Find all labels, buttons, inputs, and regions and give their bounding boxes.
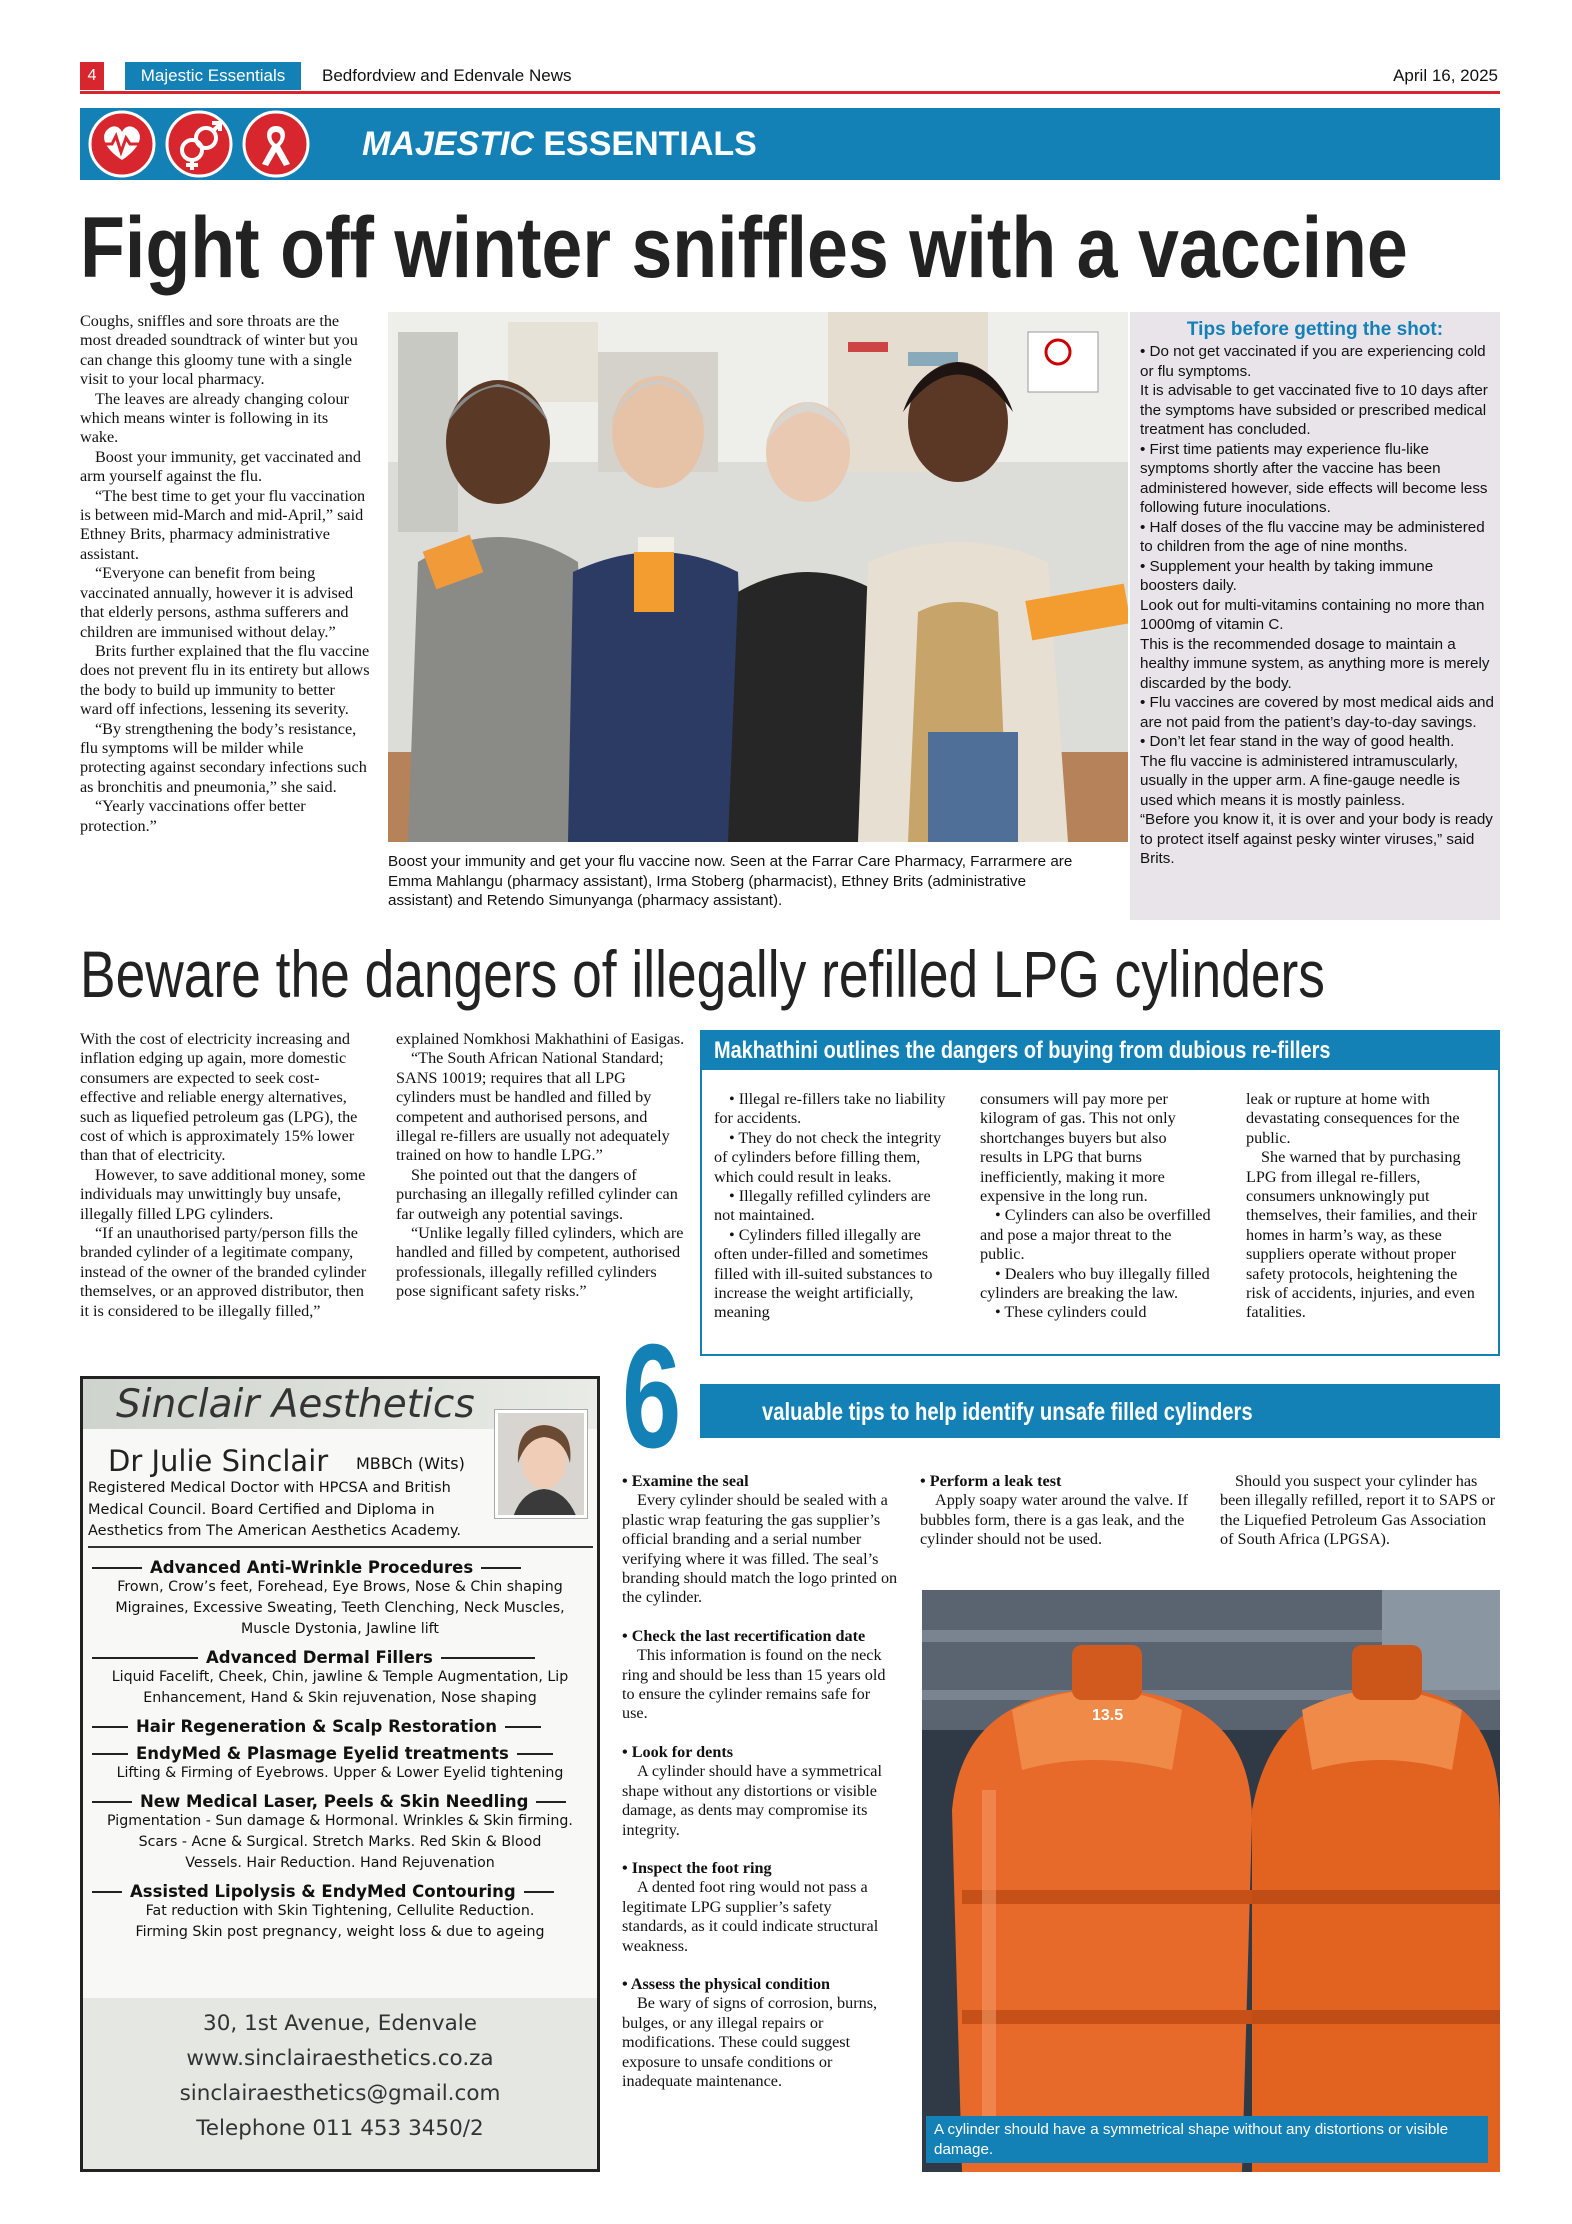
tip-line: • First time patients may experience flu-like symptoms shortly after the vaccine has been administered however, side effects will become less following future inoculations. <box>1140 440 1488 516</box>
tip-line: It is advisable to get vaccinated five to 10 days after the symptoms have subsided or prescribed medical treatment has concluded. <box>1140 382 1488 438</box>
tip-line: • Don’t let fear stand in the way of good health. <box>1140 733 1455 750</box>
danger-item: • Cylinders can also be overfilled and pose a major threat to the public. <box>980 1206 1211 1264</box>
ad-service-line: Liquid Facelift, Cheek, Chin, jawline & Temple Augmentation, Lip <box>111 1669 569 1685</box>
ad-website-link[interactable]: www.sinclairaesthetics.co.za <box>186 2046 494 2071</box>
banner-title-italic: MAJESTIC <box>362 125 534 163</box>
article2-column-1 <box>80 1030 370 1321</box>
tips-box-title: Tips before getting the shot: <box>1186 319 1444 340</box>
ad-service-line: Fat reduction with Skin Tightening, Cellulite Reduction. <box>145 1903 535 1919</box>
article1-para: Coughs, sniffles and sore throats are the most dreaded soundtrack of winter but you can change this gloomy tune with a single visit to your local pharmacy. <box>80 312 358 389</box>
tip-body: This information is found on the neck ring and should be less than 15 years old to ensure the cylinder remains safe for use. <box>622 1646 886 1723</box>
dangers-box-title: Makhathini outlines the dangers of buying from dubious re-fillers <box>714 1037 1331 1064</box>
tip-body: Apply soapy water around the valve. If bubbles form, there is a gas leak, and the cylinder should not be used. <box>920 1491 1189 1549</box>
tip-item <box>622 1743 898 1840</box>
article1-para: “Yearly vaccinations offer better protection.” <box>80 797 306 835</box>
ad-service <box>92 1792 588 1874</box>
article2-para: explained Nomkhosi Makhathini of Easigas. <box>396 1030 685 1048</box>
tip-heading: • Check the last recertification date <box>622 1626 866 1645</box>
banner-title-rest: ESSENTIALS <box>543 125 757 163</box>
tip-item <box>622 1472 898 1608</box>
pharmacy-photo <box>388 312 1128 842</box>
tip-line: • Half doses of the flu vaccine may be administered to children from the age of nine months. <box>1140 518 1485 555</box>
article1-para: “The best time to get your flu vaccination is between mid-March and mid-April,” said Ethney Brits, pharmacy administrative assistant. <box>80 486 366 563</box>
ad-service-heading: Hair Regeneration & Scalp Restoration <box>92 1717 588 1736</box>
ribbon-icon <box>244 112 308 176</box>
ad-service-line: Lifting & Firming of Eyebrows. Upper & Lower Eyelid tightening <box>116 1765 564 1781</box>
ad-credential-line: Registered Medical Doctor with HPCSA and British <box>88 1480 451 1496</box>
ad-service-heading: EndyMed & Plasmage Eyelid treatments <box>92 1744 588 1763</box>
banner-title <box>362 124 757 164</box>
pharmacy-photo-caption: Boost your immunity and get your flu vaccine now. Seen at the Farrar Care Pharmacy, Farrarmere are Emma Mahlangu (pharmacy assistant), Irma Stoberg (pharmacist), Ethney Brits (administrative assistant) and Retendo Simunyanga (pharmacy assistant). <box>388 853 1073 910</box>
ad-credentials <box>88 1478 488 1543</box>
ad-service-line: Enhancement, Hand & Skin rejuvenation, Nose shaping <box>143 1690 537 1706</box>
tips-section-title: valuable tips to help identify unsafe filled cylinders <box>762 1398 1253 1426</box>
ad-service-line: Firming Skin post pregnancy, weight loss & due to ageing <box>135 1924 545 1940</box>
article2-para: “If an unauthorised party/person fills the branded cylinder of a legitimate company, instead of the owner of the branded cylinder themselves, or an approved distributor, then it is considered to be illegally filled,” <box>80 1224 367 1320</box>
article1-para: Brits further explained that the flu vaccine does not prevent flu in its entirety but allows the body to build up immunity to better ward off infections, lessening its severity. <box>80 641 370 719</box>
heartbeat-icon <box>90 112 154 176</box>
gender-icon <box>167 112 231 176</box>
danger-item: She warned that by purchasing LPG from illegal re-fillers, consumers unknowingly put themselves, their families, and their homes in harm’s way, as these suppliers operate without proper safety protocols, heightening the risk of accidents, injuries, and even fatalities. <box>1246 1148 1478 1322</box>
dangers-box-column-3 <box>1246 1090 1482 1323</box>
article1-para: Boost your immunity, get vaccinated and arm yourself against the flu. <box>80 447 361 486</box>
ad-service <box>92 1882 588 1943</box>
danger-item: • Cylinders filled illegally are often under-filled and sometimes filled with ill-suited substances to increase the weight artificially, meaning <box>714 1225 933 1322</box>
article1-para: The leaves are already changing colour which means winter is following in its wake. <box>80 389 349 447</box>
cylinder-label: 13.5 <box>1092 1707 1124 1724</box>
tip-heading: • Inspect the foot ring <box>622 1858 772 1877</box>
tip-heading: • Examine the seal <box>622 1472 749 1490</box>
tip-line: This is the recommended dosage to maintain a healthy immune system, as anything more is merely discarded by the body. <box>1140 635 1490 692</box>
tip-body: A cylinder should have a symmetrical shape without any distortions or visible damage, as dents may compromise its integrity. <box>622 1762 882 1839</box>
tips-closing <box>1220 1472 1496 1550</box>
ad-service-line: Migraines, Excessive Sweating, Teeth Clenching, Neck Muscles, <box>115 1600 565 1616</box>
article1-headline: Fight off winter sniffles with a vaccine <box>80 200 1408 296</box>
section-tag: Majestic Essentials <box>125 62 301 90</box>
tip-item <box>622 1859 898 1956</box>
tip-line: • Do not get vaccinated if you are experiencing cold or flu symptoms. <box>1140 343 1486 380</box>
tip-heading: • Perform a leak test <box>920 1472 1062 1490</box>
ad-phone: Telephone 011 453 3450/2 <box>196 2116 484 2141</box>
tips-column-2 <box>920 1472 1192 1550</box>
ad-service-line: Vessels. Hair Reduction. Hand Rejuvenation <box>185 1855 495 1871</box>
article2-para: However, to save additional money, some individuals may unwittingly buy unsafe, illegally filled LPG cylinders. <box>80 1165 366 1223</box>
article2-para: She pointed out that the dangers of purchasing an illegally refilled cylinder can far outweigh any potential savings. <box>396 1165 678 1223</box>
issue-date: April 16, 2025 <box>1393 66 1498 85</box>
tip-body: A dented foot ring would not pass a legitimate LPG supplier’s safety standards, as it could indicate structural weakness. <box>622 1878 879 1955</box>
tip-line: “Before you know it, it is over and your body is ready to protect itself against pesky winter viruses,” said Brits. <box>1140 811 1493 867</box>
tip-body: Be wary of signs of corrosion, burns, bulges, or any illegal repairs or modifications. These could suggest exposure to unsafe conditions or inadequate maintenance. <box>622 1994 878 2090</box>
danger-item: leak or rupture at home with devastating consequences for the public. <box>1246 1090 1460 1147</box>
tip-heading: • Assess the physical condition <box>622 1974 831 1993</box>
ad-address: 30, 1st Avenue, Edenvale <box>203 2011 477 2036</box>
tip-line: Look out for multi-vitamins containing no more than 1000mg of vitamin C. <box>1140 596 1485 633</box>
tips-box-list <box>1140 342 1495 869</box>
ad-service <box>92 1648 588 1709</box>
article2-para: With the cost of electricity increasing and inflation edging up again, more domestic consumers are expected to seek cost-effective and reliable energy alternatives, such as liquefied petroleum gas (LPG), the cost of which is approximately 15% lower than that of electricity. <box>80 1030 358 1165</box>
dangers-box-column-2 <box>980 1090 1212 1323</box>
ad-service-heading: Advanced Dermal Fillers <box>92 1648 588 1667</box>
ad-credentials-rule <box>88 1546 593 1548</box>
ad-credential-line: Aesthetics from The American Aesthetics Academy. <box>88 1523 462 1539</box>
ad-service-heading: Advanced Anti-Wrinkle Procedures <box>92 1558 588 1577</box>
ad-service-line: Pigmentation - Sun damage & Hormonal. Wrinkles & Skin firming. <box>107 1813 573 1829</box>
tips-closing-text: Should you suspect your cylinder has been illegally refilled, report it to SAPS or the Liquefied Petroleum Gas Association of South Africa (LPGSA). <box>1220 1472 1496 1549</box>
tips-column-1 <box>622 1472 898 2091</box>
ad-service <box>92 1744 588 1784</box>
danger-item: consumers will pay more per kilogram of gas. This not only shortchanges buyers but also results in LPG that burns inefficiently, making it more expensive in the long run. <box>980 1090 1176 1206</box>
header-rule <box>80 91 1500 94</box>
ad-service-heading: Assisted Lipolysis & EndyMed Contouring <box>92 1882 588 1901</box>
ad-credential-line: Medical Council. Board Certified and Diploma in <box>88 1501 435 1518</box>
ad-service <box>92 1717 588 1736</box>
article2-para: “The South African National Standard; SANS 10019; requires that all LPG cylinders must be handled and filled by competent and authorised persons, and illegal re-fillers are usually not adequately trained on how to handle LPG.” <box>396 1049 670 1165</box>
article2-column-2 <box>396 1030 686 1302</box>
page-number: 4 <box>80 62 104 90</box>
tip-body: Every cylinder should be sealed with a plastic wrap featuring the gas supplier’s official branding and a serial number verifying where it was filled. The seal’s branding should match the logo printed on the cylinder. <box>622 1491 898 1607</box>
danger-item: • Illegally refilled cylinders are not maintained. <box>714 1187 931 1225</box>
publication-name: Bedfordview and Edenvale News <box>322 66 572 85</box>
article1-para: “Everyone can benefit from being vaccinated annually, however it is advised that elderly persons, asthma sufferers and children are immunised without delay.” <box>80 564 354 641</box>
tip-line: The flu vaccine is administered intramuscularly, usually in the upper arm. A fine-gauge needle is used which means it is mostly painless. <box>1140 752 1460 809</box>
danger-item: • They do not check the integrity of cylinders before filling them, which could result in leaks. <box>714 1128 942 1186</box>
ad-services <box>92 1558 588 1943</box>
dangers-box-column-1 <box>714 1090 946 1323</box>
cylinder-photo-caption: A cylinder should have a symmetrical shape without any distortions or visible damage. <box>926 2116 1488 2163</box>
tip-heading: • Look for dents <box>622 1742 734 1761</box>
tips-section-number: 6 <box>622 1314 682 1479</box>
ad-service <box>92 1558 588 1640</box>
danger-item: • Dealers who buy illegally filled cylinders are breaking the law. <box>980 1264 1210 1303</box>
ad-service-line: Scars - Acne & Surgical. Stretch Marks. Red Skin & Blood <box>138 1834 542 1850</box>
article1-para: “By strengthening the body’s resistance, flu symptoms will be milder while protecting against secondary infections such as bronchitis and pneumonia,” she said. <box>80 719 367 796</box>
tip-line: • Supplement your health by taking immune boosters daily. <box>1140 557 1434 594</box>
ad-contact <box>83 2006 597 2146</box>
article2-para: “Unlike legally filled cylinders, which are handled and filled by competent, authorised professionals, illegally refilled cylinders pose significant safety risks.” <box>396 1224 684 1301</box>
ad-service-heading: New Medical Laser, Peels & Skin Needling <box>92 1792 588 1811</box>
cylinder-photo <box>922 1590 1500 2172</box>
article2-headline: Beware the dangers of illegally refilled LPG cylinders <box>80 937 1325 1011</box>
ad-doctor-name: Dr Julie Sinclair <box>108 1444 329 1478</box>
ad-service-line: Muscle Dystonia, Jawline lift <box>241 1621 439 1637</box>
tip-item <box>920 1472 1192 1550</box>
ad-portrait <box>495 1410 587 1518</box>
tip-line: • Flu vaccines are covered by most medical aids and are not paid from the patient’s day-to-day savings. <box>1140 694 1494 731</box>
ad-service-line: Frown, Crow’s feet, Forehead, Eye Brows, Nose & Chin shaping <box>117 1579 563 1595</box>
ad-email-link[interactable]: sinclairaesthetics@gmail.com <box>179 2081 501 2106</box>
tip-item <box>622 1627 898 1724</box>
ad-qualification: MBBCh (Wits) <box>356 1454 465 1473</box>
danger-item: • These cylinders could <box>995 1303 1147 1322</box>
banner-icons <box>86 108 348 180</box>
ad-brand: Sinclair Aesthetics <box>116 1382 475 1427</box>
tip-item <box>622 1975 898 2091</box>
article1-body <box>80 312 370 836</box>
danger-item: • Illegal re-fillers take no liability for accidents. <box>714 1090 946 1128</box>
